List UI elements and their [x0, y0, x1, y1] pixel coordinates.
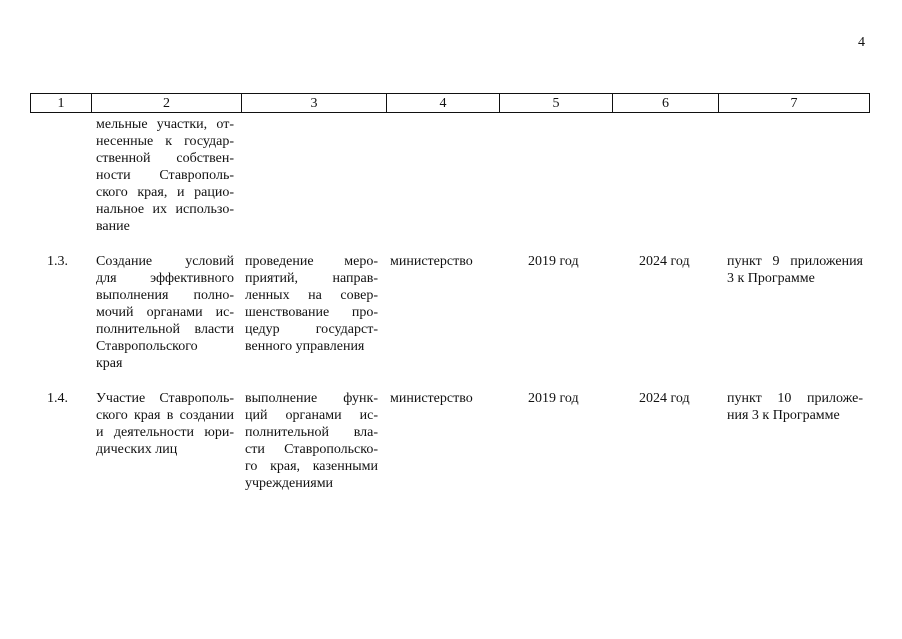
text-line: ственной собствен-	[96, 151, 234, 166]
header-cell: 4	[387, 94, 500, 113]
row-col6: 2024 год	[639, 254, 690, 269]
text-line: пункт 9 приложения	[727, 254, 863, 269]
header-cell: 6	[613, 94, 719, 113]
text-line: выполнение функ-	[245, 391, 378, 406]
row-number: 1.4.	[47, 391, 68, 406]
row-number: 1.3.	[47, 254, 68, 269]
text-line: учреждениями	[245, 476, 334, 491]
row-col5: 2019 год	[528, 254, 579, 269]
row-col2	[96, 390, 234, 458]
text-line: ций органами ис-	[245, 408, 378, 423]
row-col6: 2024 год	[639, 391, 690, 406]
text-line: полнительной вла-	[245, 425, 378, 440]
text-line: сти Ставропольско-	[245, 442, 378, 457]
row-col5: 2019 год	[528, 391, 579, 406]
row-col2	[96, 253, 234, 372]
text-line: приятий, направ-	[245, 271, 378, 286]
text-line: полнительной власти	[96, 322, 234, 337]
row-col7	[727, 253, 863, 287]
text-line: Ставропольского	[96, 339, 198, 354]
row-col3	[245, 390, 378, 492]
row-col4: министерство	[390, 254, 473, 269]
text-line: пункт 10 приложе-	[727, 391, 863, 406]
text-line: нальное их использо-	[96, 202, 234, 217]
column-number-header	[30, 93, 870, 113]
text-line: Участие Ставрополь-	[96, 391, 234, 406]
text-line: выполнения полно-	[96, 288, 234, 303]
header-cell: 2	[92, 94, 242, 113]
header-cell: 5	[500, 94, 613, 113]
text-line: ности Ставрополь-	[96, 168, 234, 183]
text-line: шенствование про-	[245, 305, 378, 320]
text-line: ского края, и рацио-	[96, 185, 234, 200]
continuation-col2	[96, 116, 234, 235]
header-row	[31, 94, 870, 113]
text-line: мочий органами ис-	[96, 305, 234, 320]
page-number: 4	[858, 35, 865, 50]
row-col3	[245, 253, 378, 355]
text-line: Создание условий	[96, 254, 234, 269]
text-line: ния 3 к Программе	[727, 408, 840, 423]
text-line: края	[96, 356, 123, 371]
text-line: и деятельности юри-	[96, 425, 234, 440]
text-line: венного управления	[245, 339, 365, 354]
text-line: ского края в создании	[96, 408, 234, 423]
text-line: несенные к государ-	[96, 134, 234, 149]
text-line: го края, казенными	[245, 459, 378, 474]
row-col7	[727, 390, 863, 424]
text-line: мельные участки, от-	[96, 117, 234, 132]
text-line: вание	[96, 219, 130, 234]
text-line: цедур государст-	[245, 322, 378, 337]
header-cell: 7	[719, 94, 870, 113]
header-cell: 3	[242, 94, 387, 113]
text-line: для эффективного	[96, 271, 234, 286]
text-line: проведение меро-	[245, 254, 378, 269]
text-line: 3 к Программе	[727, 271, 815, 286]
text-line: дических лиц	[96, 442, 178, 457]
header-cell: 1	[31, 94, 92, 113]
row-col4: министерство	[390, 391, 473, 406]
text-line: ленных на совер-	[245, 288, 378, 303]
